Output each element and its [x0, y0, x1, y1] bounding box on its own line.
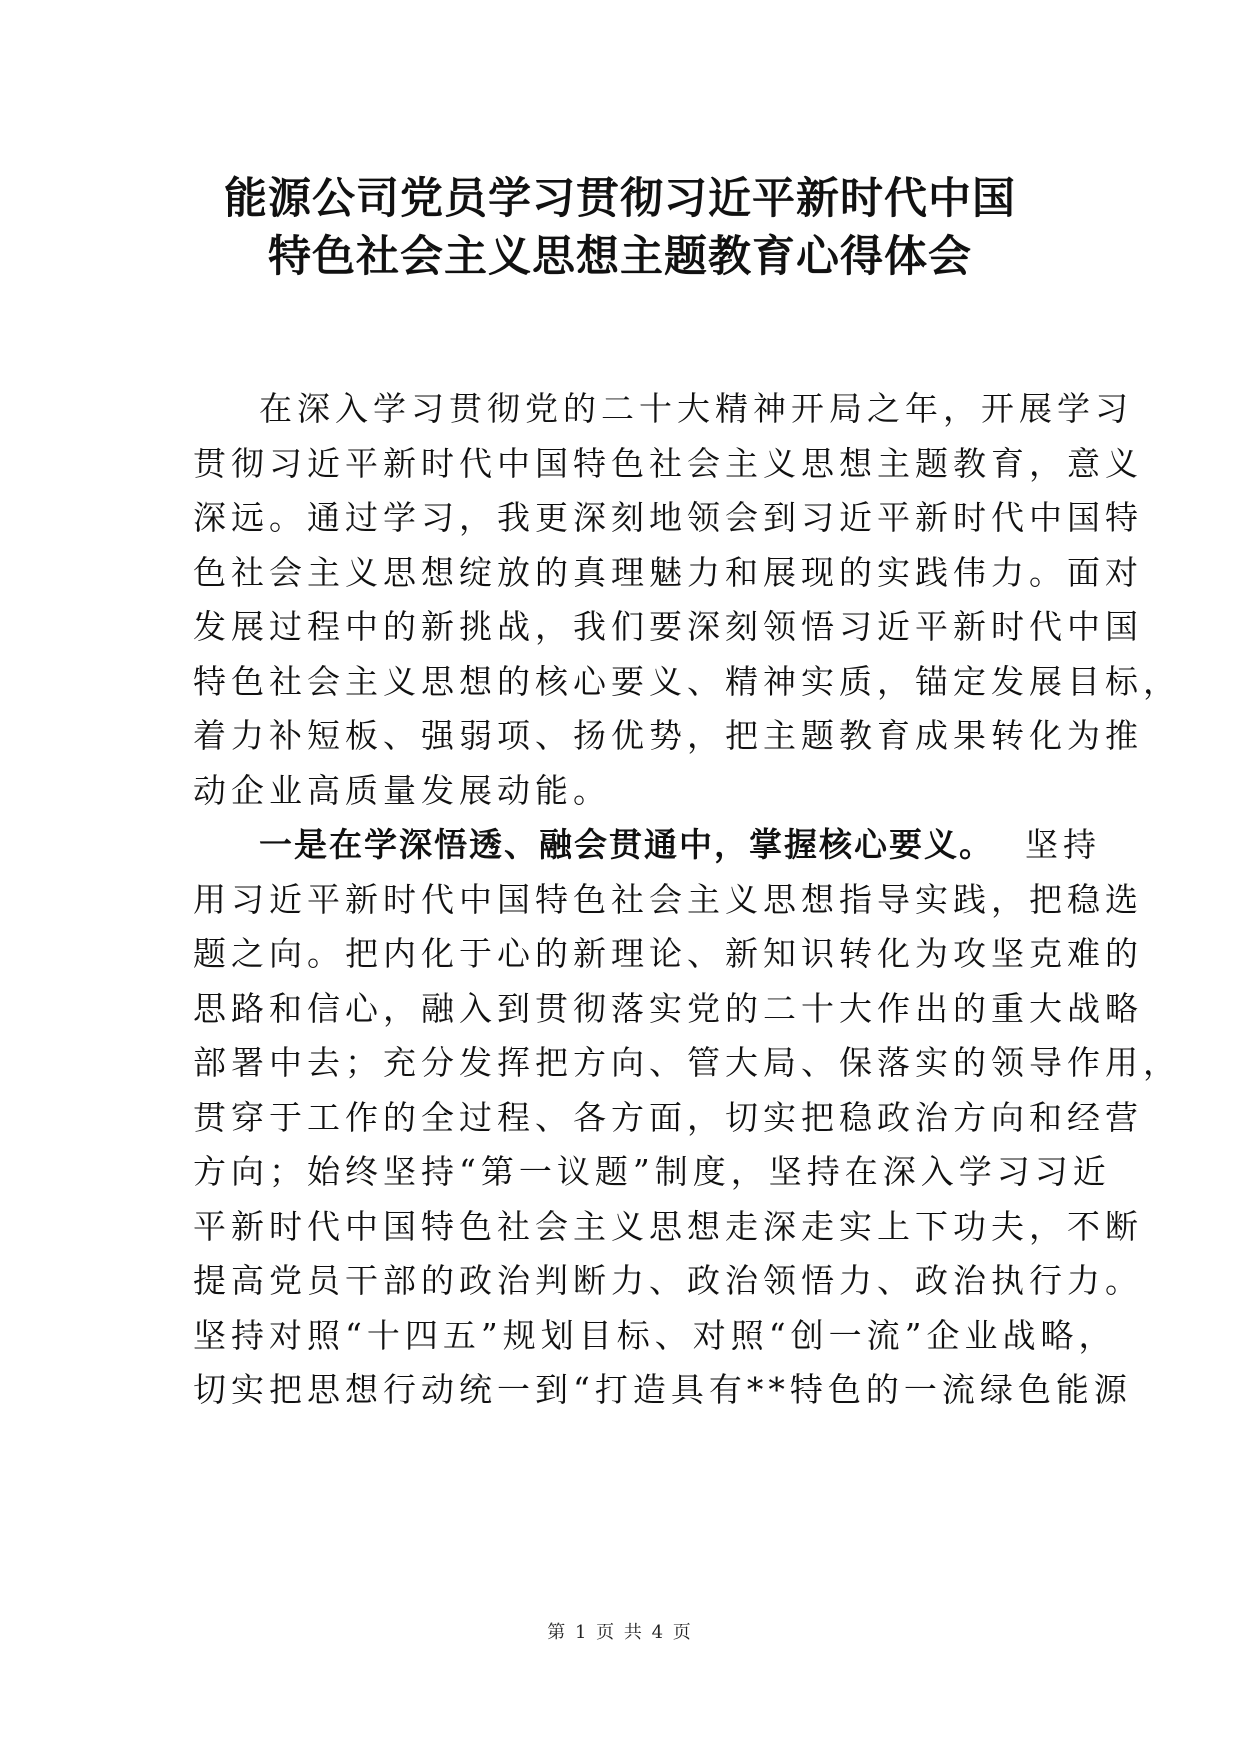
paragraph-line: 题之向。把内化于心的新理论、新知识转化为攻坚克难的: [193, 934, 1143, 973]
paragraph-line: 平新时代中国特色社会主义思想走深走实上下功夫，不断: [193, 1206, 1143, 1246]
paragraph-line: 提高党员干部的政治判断力、政治领悟力、政治执行力。: [193, 1261, 1143, 1300]
paragraph-section-one: [193, 818, 1181, 1418]
paragraph-line: 在深入学习贯彻党的二十大精神开局之年，开展学习: [259, 389, 1133, 428]
paragraph-line: 切实把思想行动统一到“打造具有**特色的一流绿色能源: [193, 1370, 1132, 1409]
paragraph-line: 思路和信心，融入到贯彻落实党的二十大作出的重大战略: [193, 988, 1143, 1028]
paragraph-line-rest: 坚持: [1024, 825, 1101, 864]
paragraph-line: 动企业高质量发展动能。: [193, 770, 611, 810]
paragraph-line: 坚持对照“十四五”规划目标、对照“创一流”企业战略，: [193, 1315, 1117, 1355]
paragraph-line: 用习近平新时代中国特色社会主义思想指导实践，把稳选: [193, 879, 1143, 919]
page-number-footer: 第 1 页 共 4 页: [547, 1622, 693, 1643]
paragraph-line: 贯穿于工作的全过程、各方面，切实把稳政治方向和经营: [193, 1097, 1143, 1137]
paragraph-line: 色社会主义思想绽放的真理魅力和展现的实践伟力。面对: [193, 552, 1143, 592]
paragraph-line: 发展过程中的新挑战，我们要深刻领悟习近平新时代中国: [193, 607, 1143, 646]
title-line: 特色社会主义思想主题教育心得体会: [268, 232, 972, 282]
title-line: 能源公司党员学习贯彻习近平新时代中国: [224, 174, 1016, 224]
section-lead-heading: 一是在学深悟透、融会贯通中，掌握核心要义。: [259, 825, 994, 864]
paragraph-first-line: [193, 818, 1101, 873]
paragraph-line: 贯彻习近平新时代中国特色社会主义思想主题教育，意义: [193, 443, 1143, 483]
paragraph-line: 深远。通过学习，我更深刻地领会到习近平新时代中国特: [193, 498, 1143, 537]
paragraph-line: 着力补短板、强弱项、扬优势，把主题教育成果转化为推: [193, 716, 1143, 755]
document-title: [120, 170, 1120, 286]
paragraph-line: 部署中去；充分发挥把方向、管大局、保落实的领导作用，: [193, 1043, 1181, 1082]
paragraph-line: 特色社会主义思想的核心要义、精神实质，锚定发展目标，: [193, 661, 1181, 701]
paragraph-line: 方向；始终坚持“第一议题”制度，坚持在深入学习习近: [193, 1152, 1111, 1191]
paragraph-intro: [193, 382, 1181, 818]
